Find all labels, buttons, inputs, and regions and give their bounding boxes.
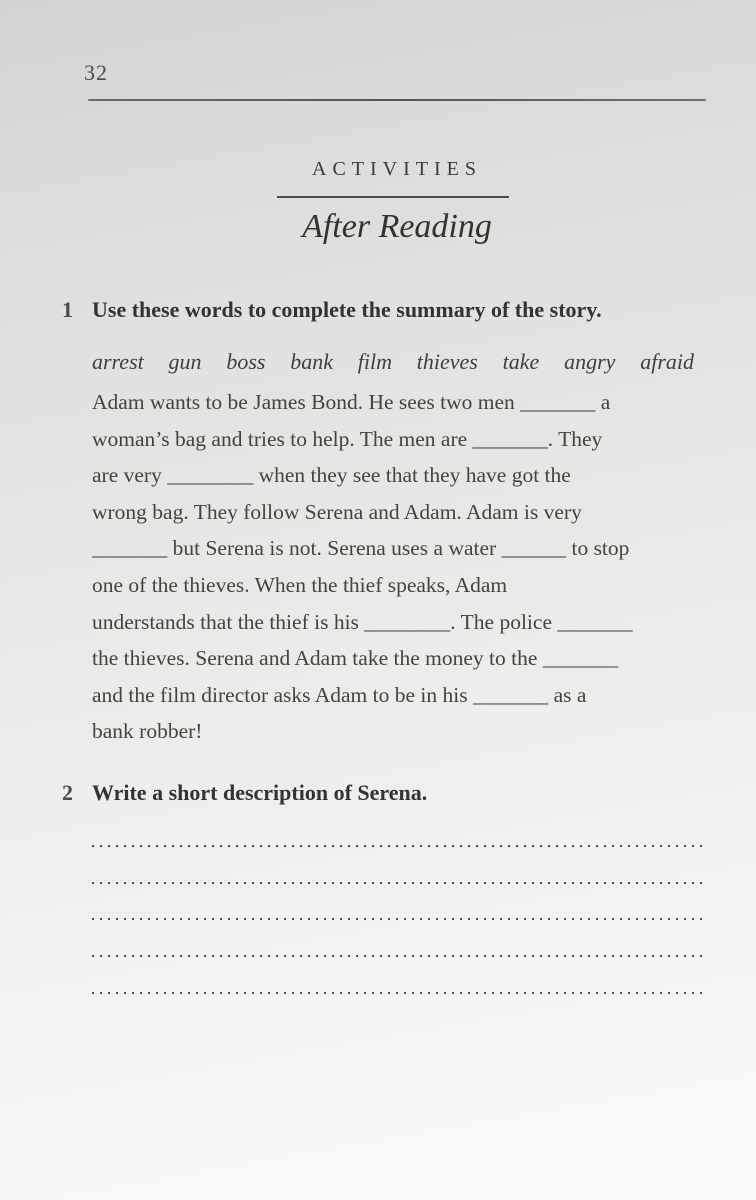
summary-paragraph [92,384,712,750]
word-bank [92,349,694,375]
dotted-answer-line [92,918,706,921]
answer-lines [92,845,706,1028]
summary-line: understands that the thief is his ________. The police _______ [92,609,633,634]
word-bank-word: take [502,349,540,374]
dotted-answer-line [92,882,706,885]
summary-line: the thieves. Serena and Adam take the money to the _______ [92,646,619,671]
word-bank-word: angry [564,349,616,374]
section-title: After Reading [302,208,492,245]
dotted-answer-line [92,845,706,848]
word-bank-word: gun [168,349,202,374]
word-bank-word: thieves [416,349,478,374]
summary-line: woman’s bag and tries to help. The men are _______. They [92,426,603,451]
activity-2-prompt: Write a short description of Serena. [92,780,428,805]
header-rule [88,99,706,101]
summary-line: Adam wants to be James Bond. He sees two men _______ a [92,390,611,414]
dotted-answer-line [92,992,706,995]
summary-line: and the film director asks Adam to be in his _______ as a [92,682,587,707]
activities-header: ACTIVITIES [312,158,482,180]
summary-line: bank robber! [92,719,203,744]
activity-2-number: 2 [62,780,73,805]
word-bank-word: boss [226,349,266,374]
summary-line: wrong bag. They follow Serena and Adam. Adam is very [92,499,582,524]
word-bank-word: arrest [92,349,144,374]
page-number: 32 [84,60,108,85]
activity-1-number: 1 [62,297,73,322]
activity-1-prompt: Use these words to complete the summary of the story. [92,297,602,322]
section-rule [277,196,509,198]
summary-line: are very ________ when they see that they have got the [92,463,571,488]
summary-line: one of the thieves. When the thief speaks, Adam [92,572,508,597]
summary-line: _______ but Serena is not. Serena uses a water ______ to stop [92,536,630,561]
word-bank-word: bank [290,349,333,374]
dotted-answer-line [92,955,706,958]
word-bank-word: film [357,349,392,374]
word-bank-word: afraid [640,349,694,374]
